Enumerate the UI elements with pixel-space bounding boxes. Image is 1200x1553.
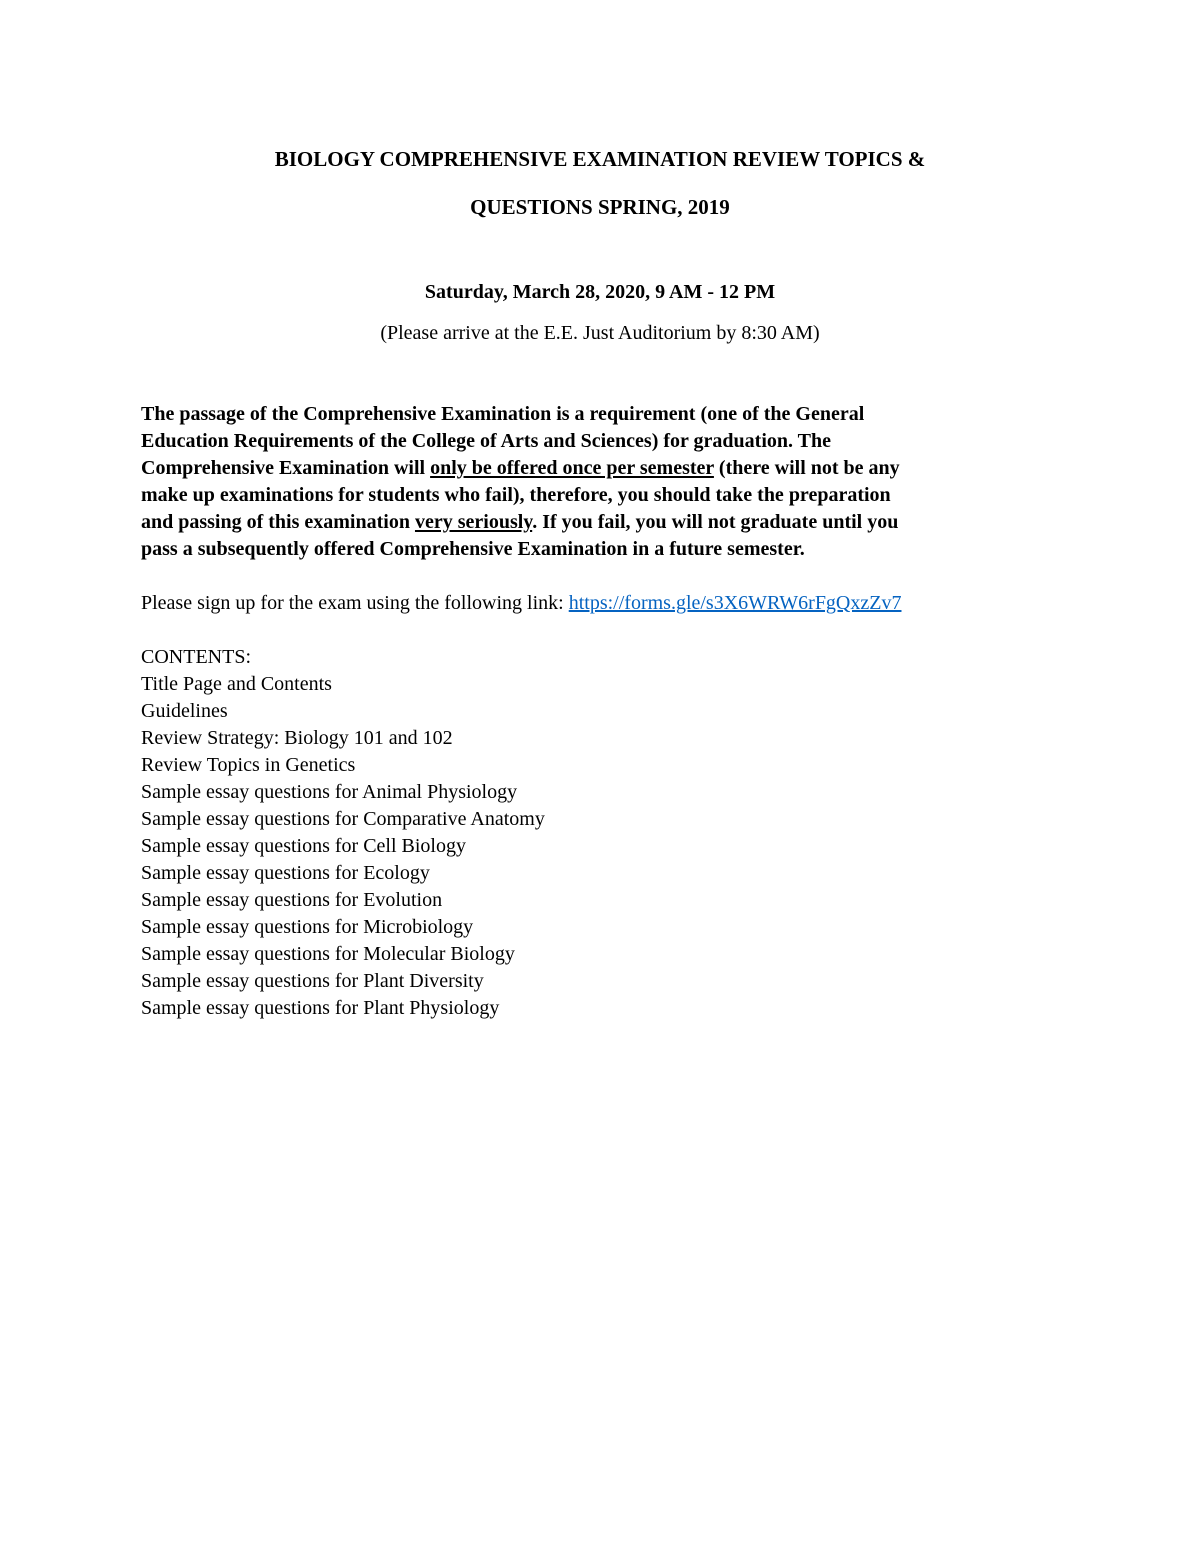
contents-item: Sample essay questions for Evolution: [141, 889, 443, 911]
arrival-note: (Please arrive at the E.E. Just Auditorium by 8:30 AM): [380, 322, 820, 344]
notice-line-5-start: and passing of this examination: [141, 511, 415, 533]
signup-link[interactable]: https://forms.gle/s3X6WRW6rFgQxzZv7: [568, 592, 902, 614]
contents-item: Sample essay questions for Animal Physiology: [141, 781, 518, 803]
contents-item: Sample essay questions for Comparative Anatomy: [141, 808, 545, 830]
contents-item: Review Strategy: Biology 101 and 102: [141, 727, 453, 749]
contents-item: Sample essay questions for Ecology: [141, 862, 430, 884]
contents-item: Sample essay questions for Microbiology: [141, 916, 474, 938]
requirement-notice: [141, 401, 1061, 563]
notice-line-3-start: Comprehensive Examination will: [141, 457, 431, 479]
notice-line-1: The passage of the Comprehensive Examination is a requirement (one of the General: [141, 403, 865, 425]
contents-heading: CONTENTS:: [141, 646, 251, 668]
notice-line-2: Education Requirements of the College of Arts and Sciences) for graduation. The: [141, 430, 831, 452]
notice-line-3-end: (there will not be any: [713, 457, 900, 479]
notice-line-5: [141, 509, 1061, 536]
notice-line-5-end: . If you fail, you will not graduate until you: [532, 511, 899, 533]
contents-item: Sample essay questions for Plant Diversity: [141, 970, 484, 992]
notice-line-4: make up examinations for students who fail), therefore, you should take the preparation: [141, 484, 891, 506]
signup-text: Please sign up for the exam using the following link:: [141, 592, 569, 614]
exam-date: Saturday, March 28, 2020, 9 AM - 12 PM: [424, 281, 776, 303]
contents-item: Review Topics in Genetics: [141, 754, 356, 776]
contents-item: Sample essay questions for Plant Physiology: [141, 997, 500, 1019]
notice-line-6: pass a subsequently offered Comprehensive Examination in a future semester.: [141, 538, 805, 560]
notice-emphasis-once-per-semester: only be offered once per semester: [430, 457, 714, 479]
notice-line-3: [141, 455, 1061, 482]
contents-item: Sample essay questions for Molecular Biology: [141, 943, 515, 965]
document-title-line-1: BIOLOGY COMPREHENSIVE EXAMINATION REVIEW TOPICS &: [274, 147, 926, 171]
contents-item: Guidelines: [141, 700, 228, 722]
contents-list: [141, 644, 545, 1022]
contents-item: Title Page and Contents: [141, 673, 332, 695]
notice-emphasis-very-seriously: very seriously: [414, 511, 533, 533]
contents-item: Sample essay questions for Cell Biology: [141, 835, 466, 857]
document-title-line-2: QUESTIONS SPRING, 2019: [470, 195, 730, 219]
signup-instruction: [141, 590, 901, 617]
